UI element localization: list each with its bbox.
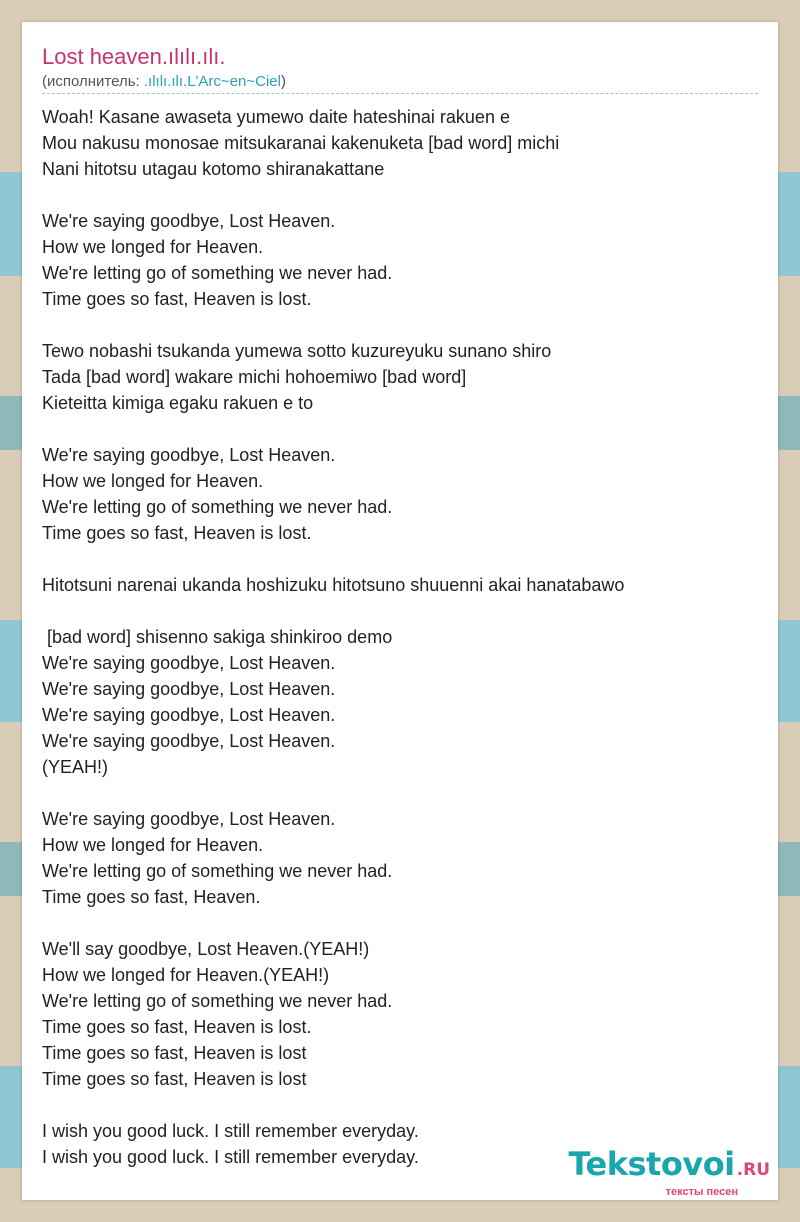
lyric-line: Time goes so fast, Heaven is lost <box>42 1069 307 1089</box>
lyric-line: (YEAH!) <box>42 757 109 777</box>
song-title: Lost heaven.ılılı.ılı. <box>42 44 226 69</box>
lyric-line: Time goes so fast, Heaven is lost. <box>42 523 312 543</box>
lyric-line: We're letting go of something we never had. <box>42 497 393 517</box>
site-logo[interactable] <box>568 1145 770 1198</box>
lyric-line: We'll say goodbye, Lost Heaven.(YEAH!) <box>42 939 370 959</box>
lyric-line: [bad word] shisenno sakiga shinkiroo demo <box>42 627 393 647</box>
lyric-line: Time goes so fast, Heaven is lost. <box>42 289 312 309</box>
artist-suffix: ) <box>280 73 286 90</box>
lyric-line: We're saying goodbye, Lost Heaven. <box>42 211 336 231</box>
lyric-blank-line <box>42 182 758 208</box>
lyric-line: Mou nakusu monosae mitsukaranai kakenuketa [bad word] michi <box>42 133 560 153</box>
lyric-blank-line <box>42 312 758 338</box>
artist-line <box>42 73 286 91</box>
lyric-blank-line <box>42 546 758 572</box>
lyrics-text <box>42 104 758 1170</box>
lyric-blank-line <box>42 1092 758 1118</box>
logo-tagline: тексты песен <box>665 1186 738 1198</box>
lyric-line: Tada [bad word] wakare michi hohoemiwo [bad word] <box>42 367 467 387</box>
lyric-line: We're saying goodbye, Lost Heaven. <box>42 705 336 725</box>
logo-tld: .RU <box>736 1160 770 1180</box>
lyric-blank-line <box>42 598 758 624</box>
lyric-line: How we longed for Heaven.(YEAH!) <box>42 965 330 985</box>
logo-wordmark <box>568 1145 770 1186</box>
lyric-line: We're saying goodbye, Lost Heaven. <box>42 653 336 673</box>
artist-prefix: (исполнитель: <box>42 73 144 90</box>
lyric-line: Hitotsuni narenai ukanda hoshizuku hitotsuno shuuenni akai hanatabawo <box>42 575 625 595</box>
title-divider <box>42 93 758 94</box>
lyric-line: Woah! Kasane awaseta yumewo daite hateshinai rakuen e <box>42 107 510 127</box>
lyric-line: How we longed for Heaven. <box>42 237 264 257</box>
lyric-line: We're saying goodbye, Lost Heaven. <box>42 731 336 751</box>
lyric-line: Time goes so fast, Heaven is lost <box>42 1043 307 1063</box>
lyric-line: Time goes so fast, Heaven. <box>42 887 261 907</box>
lyric-line: We're saying goodbye, Lost Heaven. <box>42 809 336 829</box>
lyric-line: Time goes so fast, Heaven is lost. <box>42 1017 312 1037</box>
lyric-line: Tewo nobashi tsukanda yumewa sotto kuzureyuku sunano shiro <box>42 341 552 361</box>
lyric-line: We're letting go of something we never had. <box>42 263 393 283</box>
lyric-line: Nani hitotsu utagau kotomo shiranakattane <box>42 159 385 179</box>
lyric-line: We're saying goodbye, Lost Heaven. <box>42 679 336 699</box>
lyric-line: How we longed for Heaven. <box>42 471 264 491</box>
lyric-line: I wish you good luck. I still remember everyday. <box>42 1121 419 1141</box>
lyric-line: We're saying goodbye, Lost Heaven. <box>42 445 336 465</box>
lyric-blank-line <box>42 780 758 806</box>
lyrics-card <box>22 22 778 1200</box>
lyric-line: Kieteitta kimiga egaku rakuen e to <box>42 393 314 413</box>
logo-name: Tekstovoi <box>568 1145 735 1183</box>
lyric-line: We're letting go of something we never had. <box>42 991 393 1011</box>
lyric-blank-line <box>42 910 758 936</box>
lyric-line: I wish you good luck. I still remember everyday. <box>42 1147 419 1167</box>
lyric-line: We're letting go of something we never had. <box>42 861 393 881</box>
artist-link[interactable]: .ılılı.ılı.L'Arc~en~Ciel <box>143 73 281 90</box>
lyric-line: How we longed for Heaven. <box>42 835 264 855</box>
lyric-blank-line <box>42 416 758 442</box>
